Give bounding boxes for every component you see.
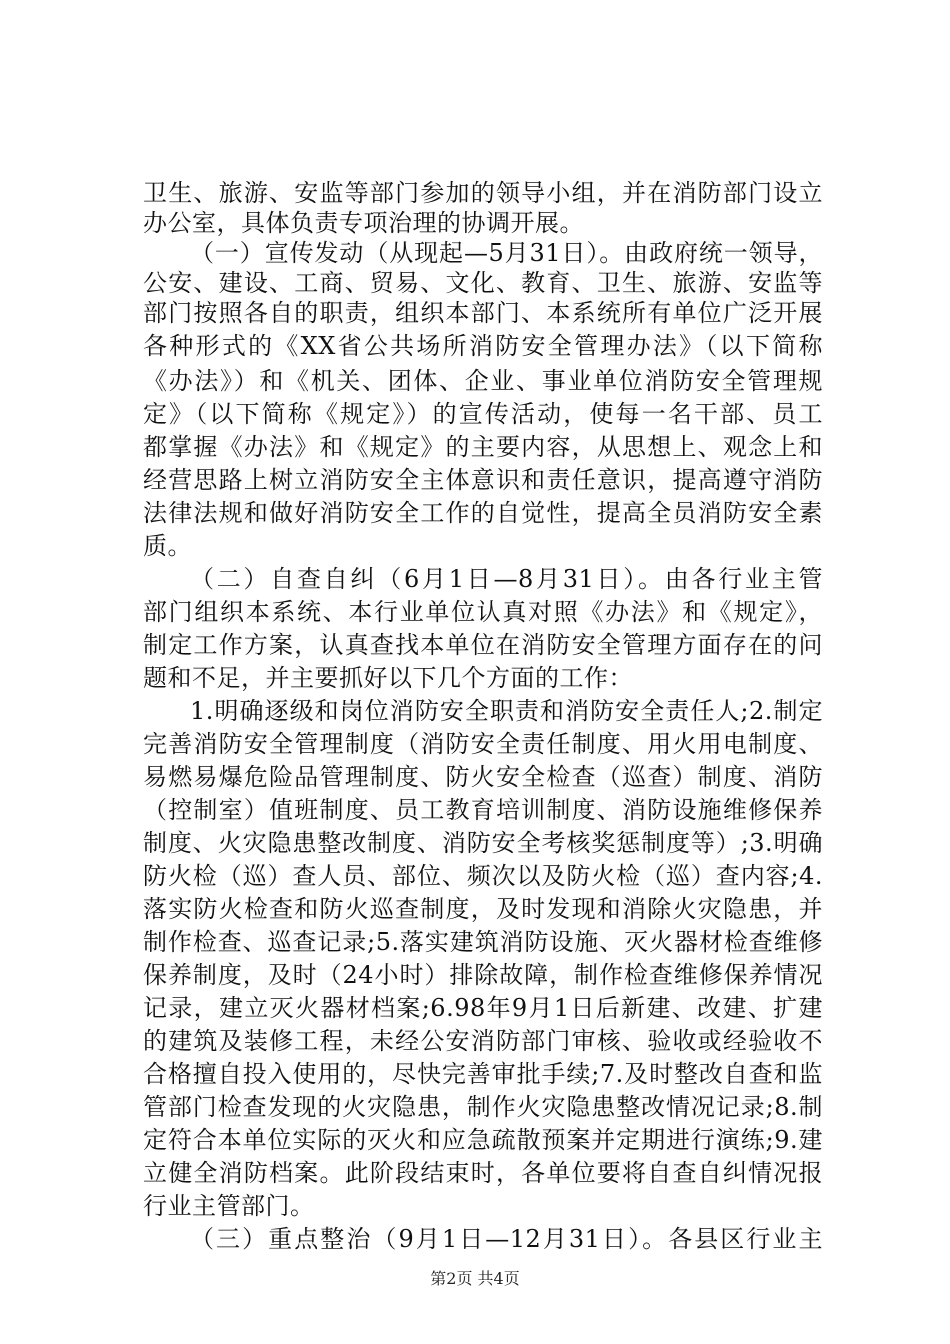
text-line: 制度、火灾隐患整改制度、消防安全考核奖惩制度等）;3.明确: [143, 829, 823, 857]
text-line: 办公室，具体负责专项治理的协调开展。: [143, 209, 584, 237]
page-footer: 第2页 共4页: [430, 1269, 520, 1288]
text-line: 定》（以下简称《规定》）的宣传活动，使每一名干部、员工: [143, 400, 823, 428]
text-line: （控制室）值班制度、员工教育培训制度、消防设施维修保养: [143, 796, 823, 824]
text-line: 都掌握《办法》和《规定》的主要内容，从思想上、观念上和: [143, 433, 823, 461]
text-line: 合格擅自投入使用的，尽快完善审批手续;7.及时整改自查和监: [143, 1060, 823, 1088]
text-line: 制作检查、巡查记录;5.落实建筑消防设施、灭火器材检查维修: [143, 928, 823, 956]
text-line: 防火检（巡）查人员、部位、频次以及防火检（巡）查内容;4.: [143, 862, 823, 890]
text-line: 质。: [143, 532, 192, 560]
section-heading-1: （一）宣传发动（从现起—5月31日）。由政府统一领导，: [190, 239, 823, 267]
text-line: 的建筑及装修工程，未经公安消防部门审核、验收或经验收不: [143, 1027, 823, 1055]
text-line: 行业主管部门。: [143, 1192, 315, 1220]
text-line: 记录，建立灭火器材档案;6.98年9月1日后新建、改建、扩建: [143, 994, 823, 1022]
text-line: 经营思路上树立消防安全主体意识和责任意识，提高遵守消防: [143, 466, 823, 494]
section-heading-3: （三）重点整治（9月1日—12月31日）。各县区行业主: [190, 1225, 823, 1253]
text-line: 部门按照各自的职责，组织本部门、本系统所有单位广泛开展: [143, 299, 823, 327]
text-line: 完善消防安全管理制度（消防安全责任制度、用火用电制度、: [143, 730, 823, 758]
text-line: 制定工作方案，认真查找本单位在消防安全管理方面存在的问: [143, 631, 823, 659]
text-line: 部门组织本系统、本行业单位认真对照《办法》和《规定》，: [143, 598, 823, 626]
section-heading-2: （二）自查自纠（6月1日—8月31日）。由各行业主管: [190, 565, 823, 593]
text-line: 题和不足，并主要抓好以下几个方面的工作：: [143, 664, 633, 692]
text-line: 立健全消防档案。此阶段结束时，各单位要将自查自纠情况报: [143, 1159, 823, 1187]
text-line: 易燃易爆危险品管理制度、防火安全检查（巡查）制度、消防: [143, 763, 823, 791]
text-line: 保养制度，及时（24小时）排除故障，制作检查维修保养情况: [143, 961, 823, 989]
text-line: 落实防火检查和防火巡查制度，及时发现和消除火灾隐患，并: [143, 895, 823, 923]
text-line: 法律法规和做好消防安全工作的自觉性，提高全员消防安全素: [143, 499, 823, 527]
text-line: 定符合本单位实际的灭火和应急疏散预案并定期进行演练;9.建: [143, 1126, 823, 1154]
text-line: 公安、建设、工商、贸易、文化、教育、卫生、旅游、安监等: [143, 269, 823, 297]
text-line: 卫生、旅游、安监等部门参加的领导小组，并在消防部门设立: [143, 179, 823, 207]
text-line: 《办法》）和《机关、团体、企业、事业单位消防安全管理规: [143, 367, 823, 395]
text-line: 各种形式的《XX省公共场所消防安全管理办法》（以下简称: [143, 332, 823, 360]
text-line: 管部门检查发现的火灾隐患，制作火灾隐患整改情况记录;8.制: [143, 1093, 823, 1121]
list-item-line: 1.明确逐级和岗位消防安全职责和消防安全责任人;2.制定: [190, 697, 823, 725]
